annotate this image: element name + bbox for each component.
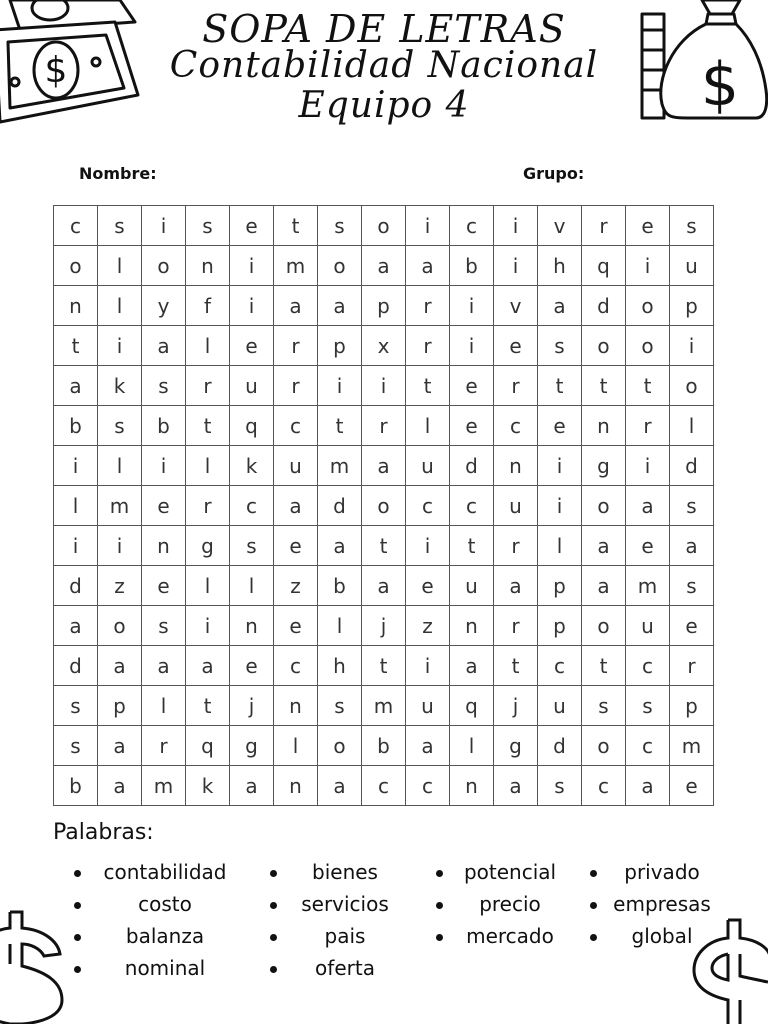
grid-cell: t bbox=[582, 646, 626, 686]
grid-cell: b bbox=[450, 246, 494, 286]
grid-cell: u bbox=[538, 686, 582, 726]
grid-cell: c bbox=[54, 206, 98, 246]
grid-cell: c bbox=[582, 766, 626, 806]
bullet-icon bbox=[74, 902, 81, 909]
word-item: costo bbox=[138, 892, 192, 916]
word-item: contabilidad bbox=[103, 860, 227, 884]
grid-cell: a bbox=[274, 286, 318, 326]
grid-cell: e bbox=[450, 366, 494, 406]
grid-cell: r bbox=[186, 486, 230, 526]
grid-cell: s bbox=[54, 726, 98, 766]
grid-cell: u bbox=[406, 686, 450, 726]
grid-row bbox=[54, 566, 714, 606]
grid-cell: e bbox=[230, 206, 274, 246]
grid-cell: o bbox=[626, 326, 670, 366]
grid-cell: e bbox=[142, 566, 186, 606]
name-label: Nombre: bbox=[79, 164, 157, 183]
grid-row bbox=[54, 206, 714, 246]
grid-cell: u bbox=[670, 246, 714, 286]
bullet-icon bbox=[74, 870, 81, 877]
grid-cell: n bbox=[494, 446, 538, 486]
grid-cell: s bbox=[142, 606, 186, 646]
group-label: Grupo: bbox=[523, 164, 585, 183]
grid-cell: t bbox=[54, 326, 98, 366]
grid-cell: e bbox=[274, 606, 318, 646]
grid-cell: s bbox=[670, 486, 714, 526]
word-item: potencial bbox=[463, 860, 557, 884]
word-list-heading: Palabras: bbox=[53, 820, 154, 845]
grid-cell: x bbox=[362, 326, 406, 366]
grid-cell: c bbox=[362, 766, 406, 806]
grid-cell: q bbox=[186, 726, 230, 766]
grid-cell: l bbox=[54, 486, 98, 526]
grid-row bbox=[54, 726, 714, 766]
grid-cell: p bbox=[98, 686, 142, 726]
word-item: privado bbox=[624, 860, 700, 884]
svg-text:$: $ bbox=[44, 50, 68, 91]
grid-cell: c bbox=[274, 406, 318, 446]
grid-cell: r bbox=[362, 406, 406, 446]
grid-cell: p bbox=[538, 606, 582, 646]
grid-cell: q bbox=[230, 406, 274, 446]
grid-cell: g bbox=[230, 726, 274, 766]
grid-cell: l bbox=[450, 726, 494, 766]
grid-cell: i bbox=[670, 326, 714, 366]
grid-cell: d bbox=[538, 726, 582, 766]
grid-row bbox=[54, 646, 714, 686]
grid-row bbox=[54, 606, 714, 646]
grid-cell: l bbox=[186, 326, 230, 366]
grid-cell: f bbox=[186, 286, 230, 326]
grid-cell: a bbox=[54, 606, 98, 646]
grid-cell: d bbox=[582, 286, 626, 326]
grid-row bbox=[54, 326, 714, 366]
grid-row bbox=[54, 446, 714, 486]
grid-cell: i bbox=[54, 526, 98, 566]
word-item: nominal bbox=[124, 956, 206, 980]
grid-cell: a bbox=[538, 286, 582, 326]
grid-cell: s bbox=[318, 206, 362, 246]
grid-cell: e bbox=[406, 566, 450, 606]
grid-cell: o bbox=[626, 286, 670, 326]
grid-cell: l bbox=[406, 406, 450, 446]
grid-cell: i bbox=[54, 446, 98, 486]
grid-cell: t bbox=[450, 526, 494, 566]
grid-cell: e bbox=[670, 606, 714, 646]
grid-cell: r bbox=[406, 326, 450, 366]
grid-cell: a bbox=[98, 766, 142, 806]
grid-cell: s bbox=[582, 686, 626, 726]
grid-cell: q bbox=[450, 686, 494, 726]
grid-cell: i bbox=[230, 246, 274, 286]
grid-cell: u bbox=[406, 446, 450, 486]
grid-cell: i bbox=[98, 326, 142, 366]
grid-cell: o bbox=[582, 606, 626, 646]
grid-cell: u bbox=[494, 486, 538, 526]
grid-cell: c bbox=[406, 486, 450, 526]
page-subtitle: Contabilidad Nacional bbox=[169, 45, 599, 86]
grid-cell: l bbox=[274, 726, 318, 766]
grid-cell: a bbox=[54, 366, 98, 406]
grid-cell: s bbox=[626, 686, 670, 726]
grid-cell: o bbox=[98, 606, 142, 646]
grid-cell: r bbox=[582, 206, 626, 246]
grid-cell: o bbox=[362, 486, 406, 526]
grid-cell: z bbox=[274, 566, 318, 606]
grid-cell: s bbox=[230, 526, 274, 566]
grid-cell: z bbox=[406, 606, 450, 646]
grid-cell: l bbox=[186, 446, 230, 486]
grid-cell: t bbox=[186, 686, 230, 726]
grid-cell: l bbox=[670, 406, 714, 446]
grid-cell: p bbox=[670, 286, 714, 326]
grid-cell: n bbox=[274, 766, 318, 806]
grid-cell: a bbox=[406, 246, 450, 286]
grid-cell: u bbox=[450, 566, 494, 606]
bullet-icon bbox=[74, 934, 81, 941]
grid-cell: i bbox=[406, 206, 450, 246]
grid-cell: r bbox=[274, 326, 318, 366]
grid-cell: i bbox=[450, 326, 494, 366]
grid-cell: m bbox=[670, 726, 714, 766]
grid-cell: a bbox=[626, 766, 670, 806]
grid-cell: i bbox=[494, 206, 538, 246]
grid-cell: m bbox=[142, 766, 186, 806]
word-item: mercado bbox=[466, 924, 554, 948]
grid-row bbox=[54, 246, 714, 286]
grid-cell: n bbox=[230, 606, 274, 646]
grid-cell: a bbox=[362, 446, 406, 486]
grid-cell: i bbox=[142, 446, 186, 486]
grid-cell: p bbox=[318, 326, 362, 366]
grid-cell: a bbox=[142, 646, 186, 686]
grid-cell: a bbox=[406, 726, 450, 766]
grid-cell: s bbox=[98, 206, 142, 246]
team-label: Equipo 4 bbox=[298, 85, 470, 126]
grid-cell: e bbox=[494, 326, 538, 366]
grid-cell: u bbox=[626, 606, 670, 646]
grid-cell: h bbox=[318, 646, 362, 686]
grid-cell: o bbox=[54, 246, 98, 286]
grid-cell: u bbox=[230, 366, 274, 406]
grid-cell: c bbox=[494, 406, 538, 446]
grid-cell: p bbox=[670, 686, 714, 726]
grid-cell: d bbox=[54, 566, 98, 606]
grid-cell: a bbox=[582, 566, 626, 606]
bullet-icon bbox=[74, 966, 81, 973]
grid-cell: i bbox=[538, 446, 582, 486]
grid-cell: c bbox=[230, 486, 274, 526]
grid-cell: b bbox=[54, 406, 98, 446]
grid-cell: z bbox=[98, 566, 142, 606]
grid-cell: o bbox=[582, 726, 626, 766]
grid-cell: r bbox=[494, 366, 538, 406]
grid-cell: a bbox=[98, 646, 142, 686]
grid-cell: v bbox=[494, 286, 538, 326]
grid-cell: l bbox=[318, 606, 362, 646]
grid-cell: o bbox=[582, 326, 626, 366]
grid-cell: n bbox=[186, 246, 230, 286]
grid-cell: t bbox=[362, 526, 406, 566]
grid-cell: a bbox=[274, 486, 318, 526]
grid-cell: a bbox=[318, 526, 362, 566]
grid-cell: l bbox=[98, 286, 142, 326]
grid-cell: t bbox=[626, 366, 670, 406]
grid-cell: a bbox=[362, 246, 406, 286]
grid-cell: o bbox=[362, 206, 406, 246]
grid-cell: a bbox=[670, 526, 714, 566]
word-search-grid bbox=[53, 205, 714, 806]
grid-cell: o bbox=[142, 246, 186, 286]
grid-cell: m bbox=[274, 246, 318, 286]
grid-cell: e bbox=[626, 526, 670, 566]
grid-cell: r bbox=[494, 526, 538, 566]
grid-cell: c bbox=[406, 766, 450, 806]
grid-cell: t bbox=[406, 366, 450, 406]
word-item: servicios bbox=[301, 892, 389, 916]
grid-cell: i bbox=[406, 646, 450, 686]
grid-cell: e bbox=[230, 326, 274, 366]
grid-cell: b bbox=[54, 766, 98, 806]
grid-cell: h bbox=[538, 246, 582, 286]
grid-cell: o bbox=[670, 366, 714, 406]
grid-cell: i bbox=[406, 526, 450, 566]
grid-cell: k bbox=[230, 446, 274, 486]
grid-cell: d bbox=[318, 486, 362, 526]
grid-cell: t bbox=[582, 366, 626, 406]
grid-cell: r bbox=[142, 726, 186, 766]
grid-cell: k bbox=[186, 766, 230, 806]
grid-row bbox=[54, 406, 714, 446]
grid-cell: n bbox=[54, 286, 98, 326]
grid-cell: i bbox=[538, 486, 582, 526]
grid-cell: i bbox=[230, 286, 274, 326]
grid-cell: g bbox=[494, 726, 538, 766]
grid-cell: e bbox=[538, 406, 582, 446]
grid-row bbox=[54, 766, 714, 806]
grid-cell: m bbox=[362, 686, 406, 726]
grid-cell: l bbox=[538, 526, 582, 566]
grid-cell: n bbox=[450, 606, 494, 646]
dollar-sign-icon bbox=[0, 910, 70, 1024]
grid-cell: e bbox=[274, 526, 318, 566]
grid-cell: t bbox=[274, 206, 318, 246]
grid-cell: t bbox=[186, 406, 230, 446]
grid-cell: a bbox=[494, 766, 538, 806]
grid-cell: b bbox=[318, 566, 362, 606]
grid-cell: m bbox=[626, 566, 670, 606]
grid-cell: d bbox=[450, 446, 494, 486]
word-item: oferta bbox=[315, 956, 375, 980]
grid-cell: o bbox=[582, 486, 626, 526]
grid-cell: m bbox=[98, 486, 142, 526]
grid-cell: i bbox=[494, 246, 538, 286]
grid-cell: r bbox=[186, 366, 230, 406]
grid-cell: c bbox=[538, 646, 582, 686]
grid-cell: c bbox=[626, 726, 670, 766]
grid-cell: t bbox=[494, 646, 538, 686]
grid-cell: l bbox=[98, 446, 142, 486]
grid-cell: a bbox=[582, 526, 626, 566]
grid-cell: j bbox=[230, 686, 274, 726]
grid-cell: q bbox=[582, 246, 626, 286]
grid-cell: r bbox=[670, 646, 714, 686]
grid-cell: k bbox=[98, 366, 142, 406]
grid-cell: a bbox=[318, 766, 362, 806]
grid-cell: a bbox=[626, 486, 670, 526]
word-item: precio bbox=[479, 892, 541, 916]
word-item: global bbox=[631, 924, 693, 948]
grid-cell: n bbox=[274, 686, 318, 726]
grid-cell: i bbox=[626, 446, 670, 486]
grid-cell: e bbox=[670, 766, 714, 806]
grid-row bbox=[54, 486, 714, 526]
grid-cell: s bbox=[142, 366, 186, 406]
grid-cell: a bbox=[98, 726, 142, 766]
grid-cell: r bbox=[274, 366, 318, 406]
grid-cell: i bbox=[318, 366, 362, 406]
grid-cell: n bbox=[142, 526, 186, 566]
grid-cell: i bbox=[186, 606, 230, 646]
grid-cell: t bbox=[318, 406, 362, 446]
grid-cell: l bbox=[142, 686, 186, 726]
grid-cell: g bbox=[186, 526, 230, 566]
word-item: pais bbox=[324, 924, 366, 948]
svg-text:$: $ bbox=[700, 50, 740, 120]
grid-cell: t bbox=[538, 366, 582, 406]
grid-cell: u bbox=[274, 446, 318, 486]
grid-cell: l bbox=[98, 246, 142, 286]
grid-cell: i bbox=[450, 286, 494, 326]
grid-cell: a bbox=[142, 326, 186, 366]
grid-cell: e bbox=[450, 406, 494, 446]
word-item: bienes bbox=[312, 860, 378, 884]
grid-cell: n bbox=[450, 766, 494, 806]
grid-cell: r bbox=[494, 606, 538, 646]
grid-cell: j bbox=[362, 606, 406, 646]
grid-cell: m bbox=[318, 446, 362, 486]
grid-cell: a bbox=[318, 286, 362, 326]
word-item: balanza bbox=[125, 924, 205, 948]
grid-cell: o bbox=[318, 726, 362, 766]
grid-cell: c bbox=[450, 206, 494, 246]
grid-cell: p bbox=[362, 286, 406, 326]
grid-cell: s bbox=[670, 566, 714, 606]
grid-cell: i bbox=[362, 366, 406, 406]
grid-cell: t bbox=[362, 646, 406, 686]
grid-cell: l bbox=[186, 566, 230, 606]
grid-cell: r bbox=[406, 286, 450, 326]
grid-cell: b bbox=[142, 406, 186, 446]
grid-cell: b bbox=[362, 726, 406, 766]
grid-cell: e bbox=[626, 206, 670, 246]
grid-cell: s bbox=[54, 686, 98, 726]
grid-cell: c bbox=[450, 486, 494, 526]
grid-row bbox=[54, 686, 714, 726]
grid-cell: p bbox=[538, 566, 582, 606]
grid-cell: c bbox=[626, 646, 670, 686]
grid-cell: d bbox=[54, 646, 98, 686]
grid-cell: a bbox=[450, 646, 494, 686]
grid-cell: e bbox=[230, 646, 274, 686]
grid-cell: s bbox=[670, 206, 714, 246]
grid-cell: a bbox=[362, 566, 406, 606]
grid-cell: s bbox=[186, 206, 230, 246]
grid-cell: j bbox=[494, 686, 538, 726]
grid-cell: s bbox=[98, 406, 142, 446]
grid-cell: i bbox=[626, 246, 670, 286]
grid-cell: s bbox=[538, 766, 582, 806]
grid-cell: l bbox=[230, 566, 274, 606]
grid-cell: r bbox=[626, 406, 670, 446]
grid-cell: d bbox=[670, 446, 714, 486]
grid-cell: i bbox=[98, 526, 142, 566]
grid-cell: s bbox=[538, 326, 582, 366]
grid-cell: s bbox=[318, 686, 362, 726]
grid-cell: i bbox=[142, 206, 186, 246]
grid-cell: g bbox=[582, 446, 626, 486]
grid-cell: v bbox=[538, 206, 582, 246]
grid-cell: c bbox=[274, 646, 318, 686]
word-item: empresas bbox=[613, 892, 711, 916]
grid-cell: y bbox=[142, 286, 186, 326]
grid-row bbox=[54, 526, 714, 566]
grid-row bbox=[54, 286, 714, 326]
grid-cell: a bbox=[494, 566, 538, 606]
grid-cell: e bbox=[142, 486, 186, 526]
grid-cell: a bbox=[186, 646, 230, 686]
grid-row bbox=[54, 366, 714, 406]
page-title: SOPA DE LETRAS bbox=[202, 7, 566, 51]
grid-cell: a bbox=[230, 766, 274, 806]
grid-cell: n bbox=[582, 406, 626, 446]
grid-cell: o bbox=[318, 246, 362, 286]
